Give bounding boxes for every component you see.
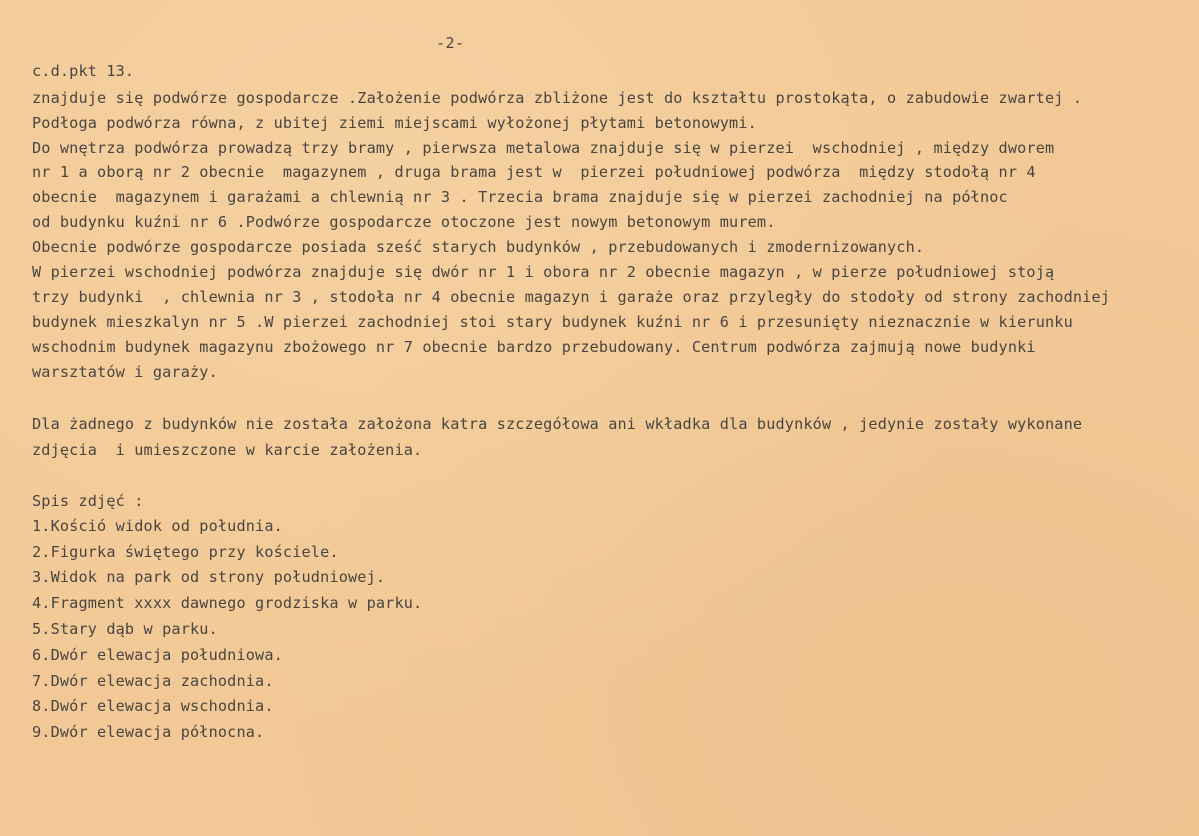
text-line: obecnie magazynem i garażami a chlewnią nr 3 . Trzecia brama znajduje się w pierzei zachodniej na północ	[32, 188, 1008, 206]
text-line: warsztatów i garaży.	[32, 363, 218, 381]
text-line: od budynku kuźni nr 6 .Podwórze gospodarcze otoczone jest nowym betonowym murem.	[32, 213, 776, 231]
photo-list-item: 7.Dwór elewacja zachodnia.	[32, 672, 274, 690]
page-number: -2-	[436, 34, 465, 52]
text-line: znajduje się podwórze gospodarcze .Założenie podwórza zbliżone jest do kształtu prostokąta, o zabudowie zwartej .	[32, 89, 1083, 107]
photo-list-item: 6.Dwór elewacja południowa.	[32, 646, 283, 664]
photo-list-item: 5.Stary dąb w parku.	[32, 620, 218, 638]
text-line: Podłoga podwórza równa, z ubitej ziemi miejscami wyłożonej płytami betonowymi.	[32, 114, 757, 132]
photo-list-item: 9.Dwór elewacja północna.	[32, 723, 265, 741]
text-line: trzy budynki , chlewnia nr 3 , stodoła nr 4 obecnie magazyn i garaże oraz przyległy do stodoły od strony zachodniej	[32, 288, 1111, 306]
text-line: Obecnie podwórze gospodarcze posiada sześć starych budynków , przebudowanych i zmodernizowanych.	[32, 238, 925, 256]
text-line: budynek mieszkalyn nr 5 .W pierzei zachodniej stoi stary budynek kuźni nr 6 i przesunięty nieznacznie w kierunku	[32, 313, 1073, 331]
text-line: nr 1 a oborą nr 2 obecnie magazynem , druga brama jest w pierzei południowej podwórza między stodołą nr 4	[32, 163, 1036, 181]
photo-list-item: 8.Dwór elewacja wschodnia.	[32, 697, 274, 715]
photo-list-item: 1.Kośció widok od południa.	[32, 517, 283, 535]
text-line: wschodnim budynek magazynu zbożowego nr 7 obecnie bardzo przebudowany. Centrum podwórza zajmują nowe budynki	[32, 338, 1036, 356]
photo-list-item: 3.Widok na park od strony południowej.	[32, 568, 386, 586]
section-heading: c.d.pkt 13.	[32, 62, 135, 80]
photos-heading: Spis zdjęć :	[32, 492, 144, 510]
text-line: Do wnętrza podwórza prowadzą trzy bramy , pierwsza metalowa znajduje się w pierzei wschodniej , między dworem	[32, 139, 1055, 157]
text-line: W pierzei wschodniej podwórza znajduje się dwór nr 1 i obora nr 2 obecnie magazyn , w pierze południowej stoją	[32, 263, 1055, 281]
photo-list-item: 2.Figurka świętego przy kościele.	[32, 543, 339, 561]
text-line: Dla żadnego z budynków nie została założona katra szczegółowa ani wkładka dla budynków , jedynie zostały wykonane	[32, 415, 1083, 433]
text-line: zdjęcia i umieszczone w karcie założenia.	[32, 441, 423, 459]
photo-list-item: 4.Fragment xxxx dawnego grodziska w parku.	[32, 594, 423, 612]
